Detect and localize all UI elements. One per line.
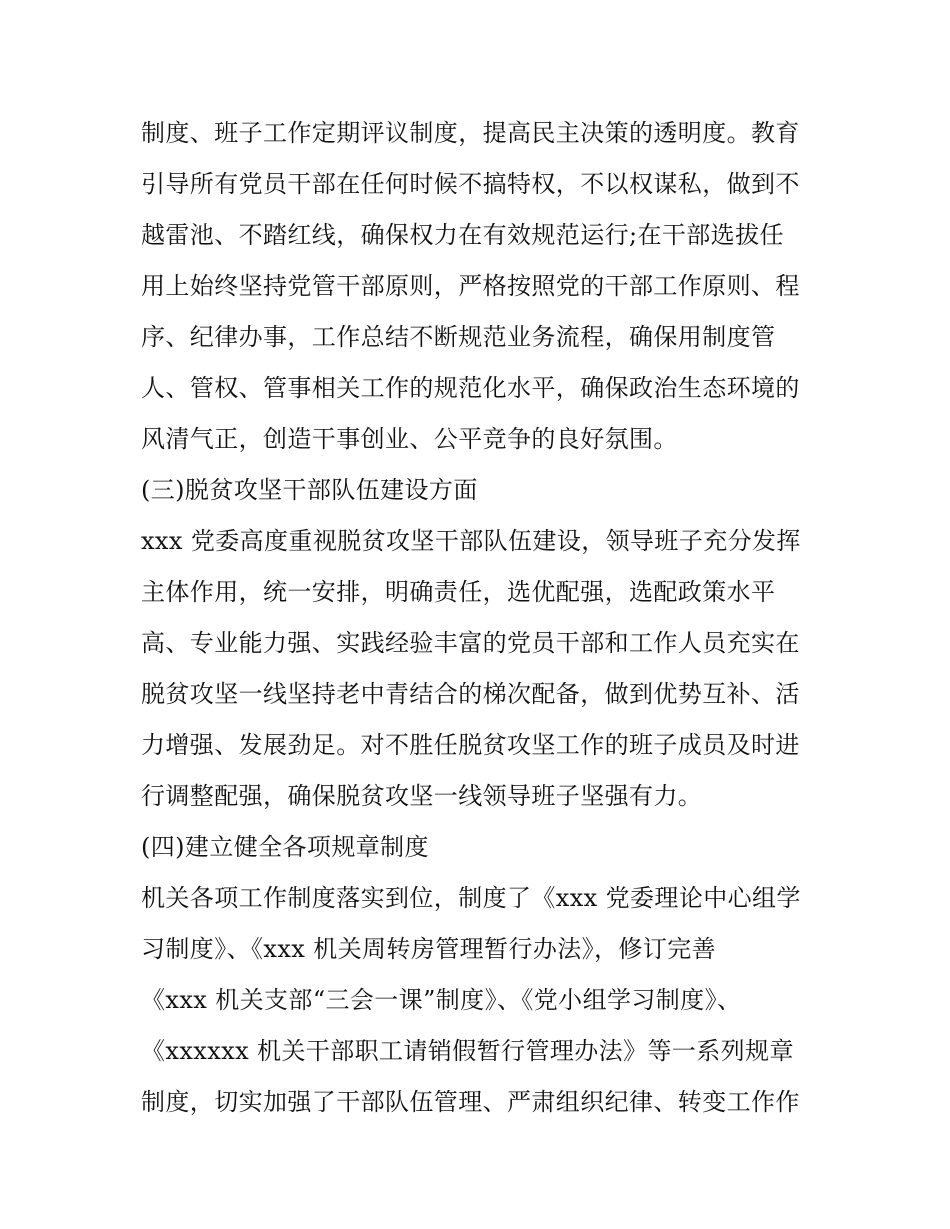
text-line-18: 《xxx 机关支部“三会一课”制度》、《党小组学习制度》、 xyxy=(141,986,742,1014)
section-heading-3: (三)脱贫攻坚干部队伍建设方面 xyxy=(141,476,478,504)
text-line-3: 越雷池、不踏红线，确保权力在有效规范运行;在干部选拔任 xyxy=(141,221,784,249)
text-line-11: 高、专业能力强、实践经验丰富的党员干部和工作人员充实在 xyxy=(141,629,800,657)
text-line-16: 机关各项工作制度落实到位，制度了《xxx 党委理论中心组学 xyxy=(141,884,801,912)
text-line-14: 行调整配强，确保脱贫攻坚一线领导班子坚强有力。 xyxy=(141,782,703,810)
text-line-5: 序、纪律办事，工作总结不断规范业务流程，确保用制度管 xyxy=(141,323,776,351)
text-line-6: 人、管权、管事相关工作的规范化水平，确保政治生态环境的 xyxy=(141,374,800,402)
text-line-19: 《xxxxxx 机关干部职工请销假暂行管理办法》等一系列规章 xyxy=(141,1037,794,1065)
text-line-7: 风清气正，创造干事创业、公平竞争的良好氛围。 xyxy=(141,425,678,453)
text-line-17: 习制度》、《xxx 机关周转房管理暂行办法》，修订完善 xyxy=(141,935,717,963)
text-line-1: 制度、班子工作定期评议制度，提高民主决策的透明度。教育 xyxy=(141,119,800,147)
text-line-12: 脱贫攻坚一线坚持老中青结合的梯次配备，做到优势互补、活 xyxy=(141,680,800,708)
text-line-4: 用上始终坚持党管干部原则，严格按照党的干部工作原则、程 xyxy=(141,272,800,300)
text-line-10: 主体作用，统一安排，明确责任，选优配强，选配政策水平 xyxy=(141,578,776,606)
text-line-13: 力增强、发展劲足。对不胜任脱贫攻坚工作的班子成员及时进 xyxy=(141,731,800,759)
text-line-20: 制度，切实加强了干部队伍管理、严肃组织纪律、转变工作作 xyxy=(141,1088,800,1116)
text-line-9: xxx 党委高度重视脱贫攻坚干部队伍建设，领导班子充分发挥 xyxy=(141,527,801,555)
body-text xyxy=(141,108,821,1128)
text-line-2: 引导所有党员干部在任何时候不搞特权，不以权谋私，做到不 xyxy=(141,170,800,198)
section-heading-4: (四)建立健全各项规章制度 xyxy=(141,833,429,861)
